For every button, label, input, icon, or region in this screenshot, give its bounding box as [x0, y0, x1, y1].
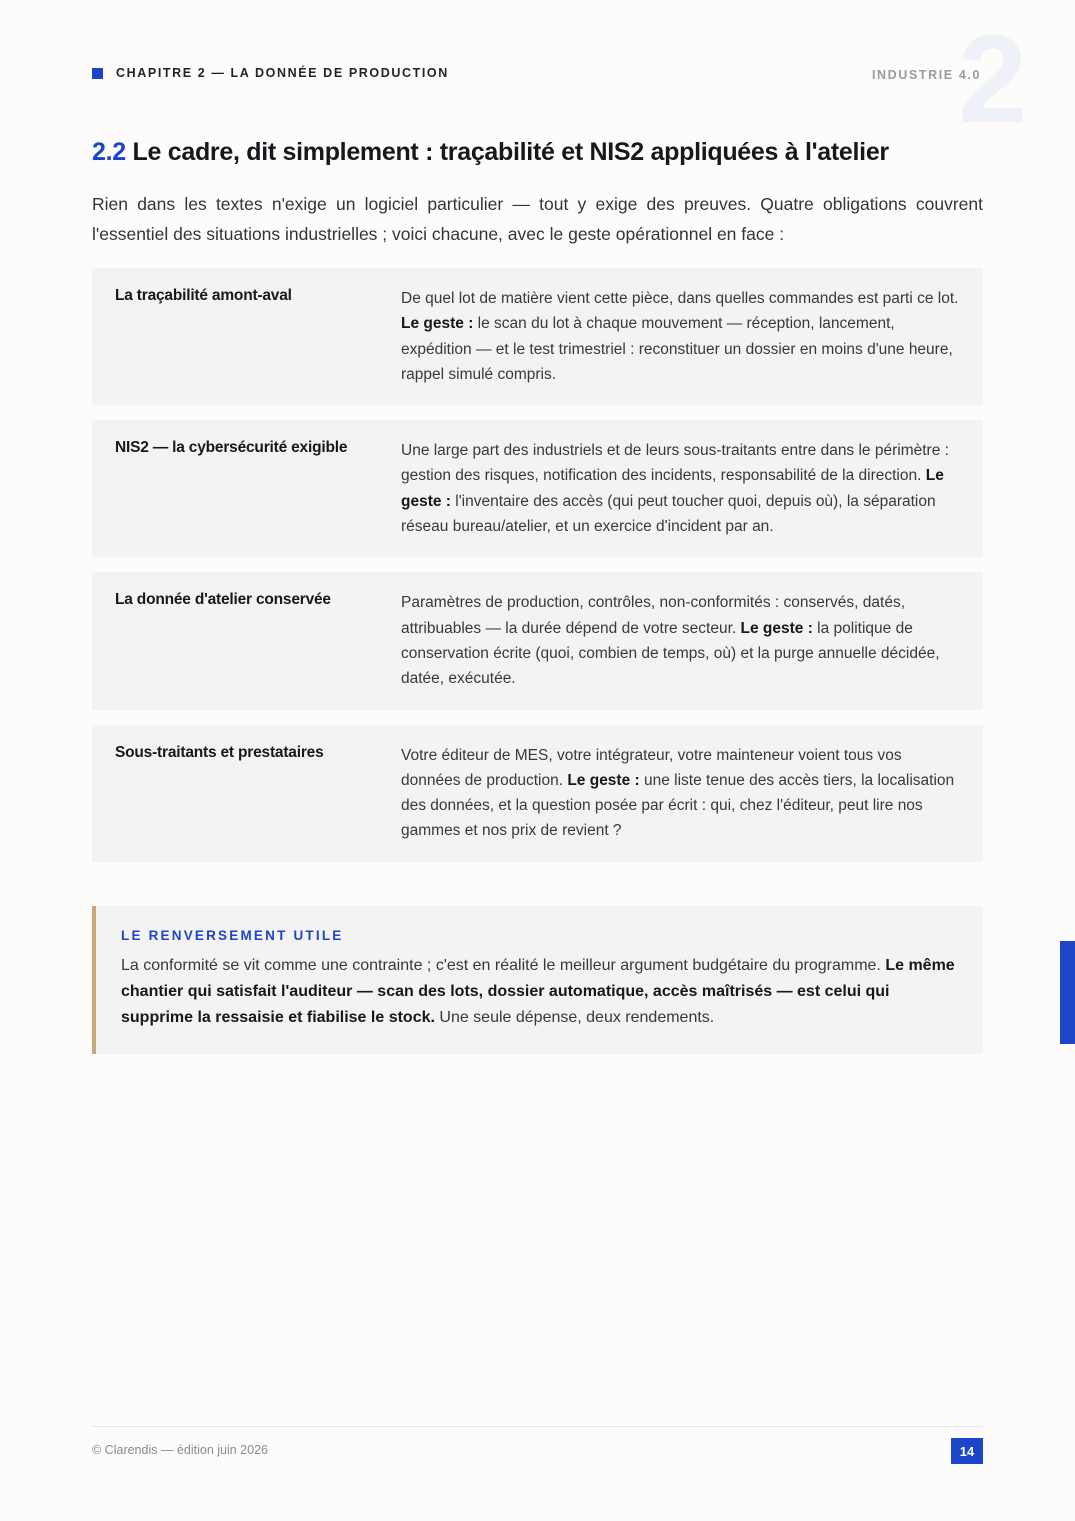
chapter-label: CHAPITRE 2 — LA DONNÉE DE PRODUCTION	[116, 66, 449, 80]
obligation-text	[401, 438, 959, 539]
geste-label: Le geste :	[401, 315, 474, 333]
chapter-square-icon	[92, 68, 103, 79]
obligation-label: La donnée d'atelier conservée	[115, 591, 331, 609]
footer-divider	[92, 1426, 983, 1427]
section-title	[92, 138, 889, 167]
obligation-row	[92, 572, 983, 709]
chapter-side-tab	[1060, 941, 1075, 1044]
callout-text-bold: Le même chantier qui satisfait l'auditeur — scan des lots, dossier automatique, accès maîtrisés — est celui qui supprime la ressaisie et fiabilise le stock.	[121, 957, 955, 1026]
obligation-text	[401, 590, 959, 691]
obligation-row	[92, 420, 983, 557]
obligation-text-intro: De quel lot de matière vient cette pièce, dans quelles commandes est parti ce lot.	[401, 290, 959, 307]
page-number-badge: 14	[951, 1438, 983, 1464]
callout-body	[121, 953, 957, 1031]
obligation-label: Sous-traitants et prestataires	[115, 743, 324, 761]
obligation-label: La traçabilité amont-aval	[115, 287, 292, 304]
series-label: INDUSTRIE 4.0	[871, 68, 981, 82]
callout-text-conclusion: Une seule dépense, deux rendements.	[434, 1009, 715, 1026]
intro-paragraph: Rien dans les textes n'exige un logiciel particulier — tout y exige des preuves. Quatre obligations couvrent l'essentiel des situations industrielles ; voici chacune, avec le geste opérationnel en face :	[92, 194, 983, 244]
running-header	[92, 66, 449, 80]
obligations-list	[92, 268, 983, 877]
obligation-label: NIS2 — la cybersécurité exigible	[115, 439, 348, 457]
obligation-text-intro: Paramètres de production, contrôles, non-conformités : conservés, datés, attribuables — la durée dépend de votre secteur.	[401, 594, 905, 637]
obligation-text-geste: l'inventaire des accès (qui peut toucher quoi, depuis où), la séparation réseau bureau/atelier, et un exercice d'incident par an.	[401, 492, 936, 536]
geste-label: Le geste :	[567, 771, 640, 789]
section-number: 2.2	[92, 138, 126, 166]
obligation-row	[92, 268, 983, 405]
obligation-text-intro: Votre éditeur de MES, votre intégrateur, votre mainteneur voient tous vos données de production.	[401, 746, 902, 789]
callout-text-intro: La conformité se vit comme une contrainte ; c'est en réalité le meilleur argument budgétaire du programme.	[121, 957, 886, 974]
obligation-text-geste: la politique de conservation écrite (quoi, combien de temps, où) et la purge annuelle décidée, datée, exécutée.	[401, 619, 940, 688]
obligation-row	[92, 725, 983, 862]
obligation-text-intro: Une large part des industriels et de leurs sous-traitants entre dans le périmètre : gestion des risques, notification des incidents, responsabilité de la direction.	[401, 442, 949, 485]
callout-kicker: LE RENVERSEMENT UTILE	[121, 928, 344, 943]
geste-label: Le geste :	[740, 619, 813, 637]
geste-label: Le geste :	[401, 467, 944, 510]
footer-copyright: © Clarendis — édition juin 2026	[92, 1443, 268, 1457]
obligation-text-geste: une liste tenue des accès tiers, la localisation des données, et la question posée par écrit : qui, chez l'éditeur, peut lire nos gammes et nos prix de revient ?	[401, 771, 955, 840]
obligation-text	[401, 286, 959, 387]
section-title-text: Le cadre, dit simplement : traçabilité et NIS2 appliquées à l'atelier	[132, 138, 889, 166]
chapter-big-number: 2	[958, 11, 1027, 149]
obligation-text-geste: le scan du lot à chaque mouvement — réception, lancement, expédition — et le test trimestriel : reconstituer un dossier en moins d'une heure, rappel simulé compris.	[401, 315, 953, 383]
callout-box	[92, 906, 983, 1054]
obligation-text	[401, 743, 959, 844]
